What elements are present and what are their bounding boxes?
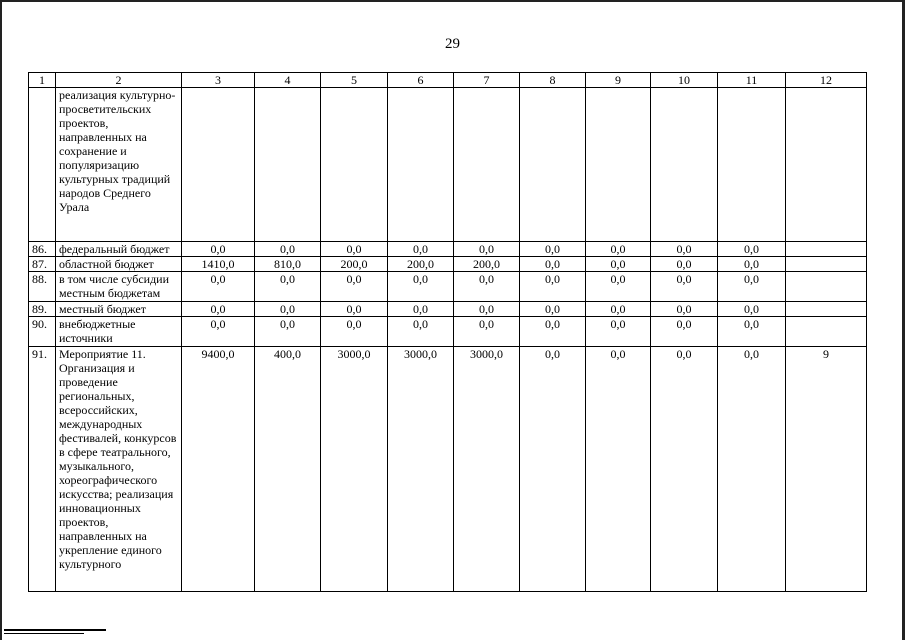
value-cell: 0,0 (182, 317, 255, 347)
header-cell: 4 (255, 73, 321, 88)
value-cell (786, 302, 867, 317)
value-cell: 0,0 (718, 317, 786, 347)
value-cell: 0,0 (586, 272, 651, 302)
value-cell: 3000,0 (321, 347, 388, 592)
value-cell: 0,0 (718, 242, 786, 257)
value-cell: 0,0 (651, 272, 718, 302)
value-cell: 0,0 (651, 302, 718, 317)
value-cell: 0,0 (586, 242, 651, 257)
value-cell: 0,0 (255, 242, 321, 257)
budget-table (28, 72, 867, 592)
header-cell: 2 (56, 73, 182, 88)
row-name: местный бюджет (56, 302, 182, 317)
row-index (29, 88, 56, 242)
row-index: 91. (29, 347, 56, 592)
value-cell: 0,0 (651, 347, 718, 592)
value-cell: 0,0 (520, 347, 586, 592)
value-cell: 1410,0 (182, 257, 255, 272)
value-cell (520, 88, 586, 242)
value-cell (786, 88, 867, 242)
row-index: 90. (29, 317, 56, 347)
value-cell: 810,0 (255, 257, 321, 272)
value-cell: 0,0 (255, 317, 321, 347)
row-name: Мероприятие 11. Организация и проведение региональных, всероссийских, международных фестивалей, конкурсов в сфере театрального, музыкального, хореографического искусства; реализация инновационных проектов, направленных на укрепление единого культурного (56, 347, 182, 592)
value-cell: 0,0 (520, 302, 586, 317)
table-row (29, 317, 867, 347)
value-cell: 0,0 (718, 272, 786, 302)
table-row (29, 242, 867, 257)
scan-border-left (0, 0, 2, 640)
value-cell: 0,0 (255, 272, 321, 302)
header-cell: 5 (321, 73, 388, 88)
row-index: 89. (29, 302, 56, 317)
value-cell (786, 272, 867, 302)
value-cell (454, 88, 520, 242)
footer-rule (4, 629, 106, 631)
row-name: областной бюджет (56, 257, 182, 272)
value-cell: 0,0 (520, 317, 586, 347)
row-index: 88. (29, 272, 56, 302)
value-cell: 0,0 (718, 257, 786, 272)
value-cell (586, 88, 651, 242)
header-cell: 10 (651, 73, 718, 88)
value-cell: 0,0 (586, 347, 651, 592)
value-cell: 0,0 (651, 242, 718, 257)
value-cell: 0,0 (454, 302, 520, 317)
value-cell (786, 317, 867, 347)
header-row (29, 73, 867, 88)
page-number: 29 (445, 36, 460, 52)
budget-table-frame (28, 72, 866, 602)
value-cell: 0,0 (586, 302, 651, 317)
value-cell: 0,0 (651, 257, 718, 272)
value-cell: 0,0 (586, 257, 651, 272)
header-cell: 6 (388, 73, 454, 88)
value-cell: 200,0 (321, 257, 388, 272)
value-cell: 9400,0 (182, 347, 255, 592)
row-name: реализация культурно-просветительских проектов, направленных на сохранение и популяризацию культурных традиций народов Среднего Урала (56, 88, 182, 242)
scan-border-top (0, 0, 905, 2)
header-cell: 7 (454, 73, 520, 88)
value-cell: 200,0 (388, 257, 454, 272)
header-cell: 12 (786, 73, 867, 88)
table-row (29, 88, 867, 242)
value-cell (651, 88, 718, 242)
footer-rule-secondary (4, 633, 84, 634)
header-cell: 1 (29, 73, 56, 88)
header-cell: 3 (182, 73, 255, 88)
table-row (29, 302, 867, 317)
value-cell: 3000,0 (388, 347, 454, 592)
table-row (29, 257, 867, 272)
value-cell: 200,0 (454, 257, 520, 272)
value-cell: 0,0 (388, 302, 454, 317)
value-cell: 0,0 (718, 302, 786, 317)
value-cell: 0,0 (520, 272, 586, 302)
value-cell: 0,0 (520, 242, 586, 257)
value-cell: 400,0 (255, 347, 321, 592)
value-cell: 0,0 (520, 257, 586, 272)
value-cell (321, 88, 388, 242)
value-cell: 0,0 (321, 242, 388, 257)
value-cell (255, 88, 321, 242)
row-name: внебюджетные источники (56, 317, 182, 347)
value-cell (786, 242, 867, 257)
value-cell: 0,0 (321, 302, 388, 317)
row-index: 87. (29, 257, 56, 272)
value-cell (786, 257, 867, 272)
value-cell: 0,0 (454, 317, 520, 347)
value-cell: 0,0 (718, 347, 786, 592)
table-row (29, 272, 867, 302)
header-cell: 8 (520, 73, 586, 88)
value-cell: 0,0 (255, 302, 321, 317)
value-cell: 0,0 (586, 317, 651, 347)
value-cell: 0,0 (321, 272, 388, 302)
value-cell: 0,0 (388, 317, 454, 347)
value-cell: 0,0 (182, 272, 255, 302)
value-cell (718, 88, 786, 242)
header-cell: 11 (718, 73, 786, 88)
value-cell: 0,0 (388, 242, 454, 257)
value-cell: 0,0 (651, 317, 718, 347)
value-cell (388, 88, 454, 242)
row-name: в том числе субсидии местным бюджетам (56, 272, 182, 302)
table-row (29, 347, 867, 592)
value-cell: 0,0 (454, 242, 520, 257)
value-cell: 9 (786, 347, 867, 592)
value-cell: 0,0 (182, 302, 255, 317)
value-cell: 0,0 (388, 272, 454, 302)
value-cell: 3000,0 (454, 347, 520, 592)
header-cell: 9 (586, 73, 651, 88)
value-cell: 0,0 (321, 317, 388, 347)
row-name: федеральный бюджет (56, 242, 182, 257)
value-cell: 0,0 (454, 272, 520, 302)
row-index: 86. (29, 242, 56, 257)
value-cell: 0,0 (182, 242, 255, 257)
value-cell (182, 88, 255, 242)
